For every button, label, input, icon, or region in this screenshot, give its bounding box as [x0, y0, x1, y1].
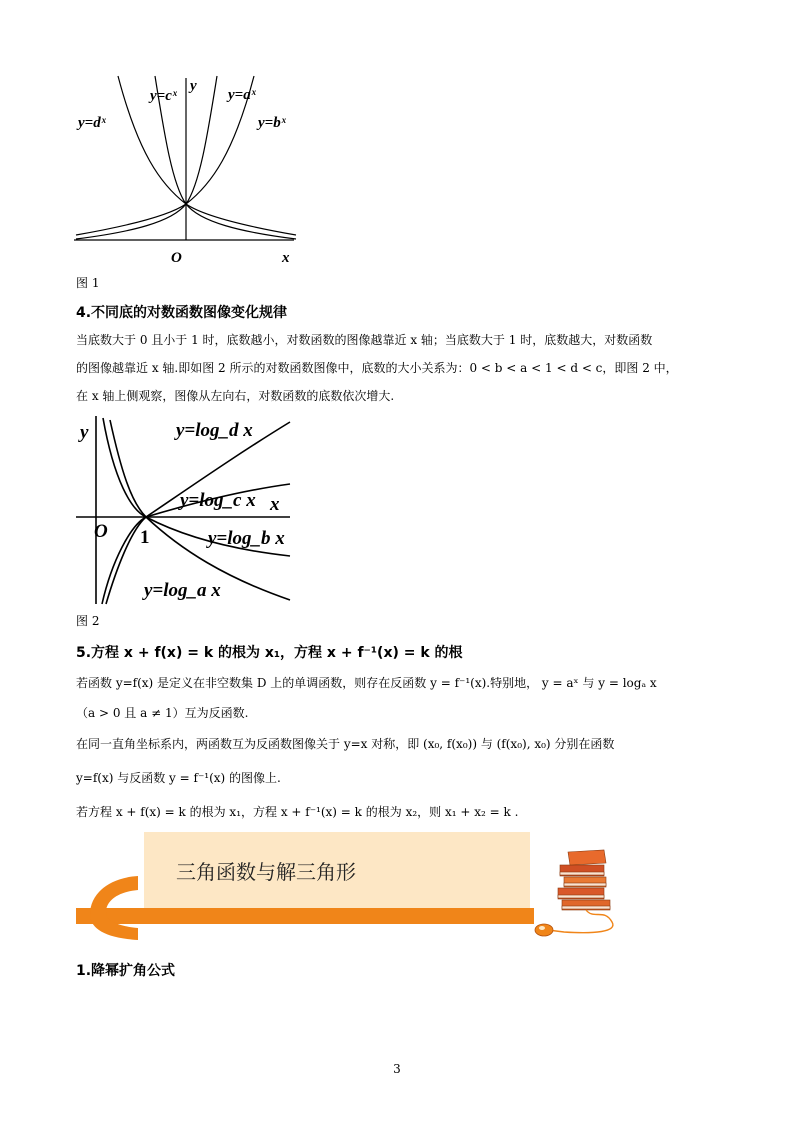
fig2-curve-log-d	[102, 422, 290, 604]
section-4-line-2: 的图像越靠近 x 轴.即如图 2 所示的对数函数图像中，底数的大小关系为：0 < b < a < 1 < d < c，即图 2 中，	[76, 361, 678, 375]
section-4-heading: 4.不同底的对数函数图像变化规律	[76, 305, 288, 321]
fig1-label-a: y=aˣ	[228, 87, 256, 103]
section-5-line-5: 若方程 x + f(x) = k 的根为 x₁，方程 x + f⁻¹(x) = k 的根为 x₂，则 x₁ + x₂ = k .	[76, 805, 519, 819]
fig1-label-d: y=dˣ	[78, 115, 106, 131]
fig1-curve-c	[76, 76, 217, 239]
fig2-label-log-c: y=log_c x	[180, 490, 256, 511]
fig1-label-y-axis: y	[190, 78, 197, 94]
banner-hook-icon	[76, 874, 156, 942]
figure-1-caption: 图 1	[76, 276, 100, 290]
section-5-heading: 5.方程 x + f(x) = k 的根为 x₁，方程 x + f⁻¹(x) = k 的根	[76, 645, 463, 661]
fig2-label-one: 1	[140, 527, 150, 548]
fig2-label-y-axis: y	[80, 422, 89, 443]
figure-1-exponential-graph	[72, 72, 298, 268]
section-4-line-1: 当底数大于 0 且小于 1 时，底数越小，对数函数的图像越靠近 x 轴；当底数大于 1 时，底数越大，对数函数	[76, 333, 653, 347]
fig1-label-origin: O	[171, 250, 182, 266]
fig1-label-x-axis: x	[282, 250, 290, 266]
figure-2-caption: 图 2	[76, 614, 100, 628]
section-5-line-2: （a > 0 且 a ≠ 1）互为反函数.	[76, 706, 249, 720]
fig1-label-c: y=cˣ	[150, 88, 177, 104]
fig1-label-b: y=bˣ	[258, 115, 286, 131]
fig2-label-log-b: y=log_b x	[208, 528, 285, 549]
section-4-line-3: 在 x 轴上侧观察，图像从左向右，对数函数的底数依次增大.	[76, 389, 395, 403]
section-5-line-4: y=f(x) 与反函数 y = f⁻¹(x) 的图像上.	[76, 771, 281, 785]
fig1-curve-d	[118, 76, 296, 235]
fig2-label-x-axis: x	[270, 494, 280, 515]
banner-title: 三角函数与解三角形	[176, 860, 356, 884]
fig2-label-origin: O	[94, 521, 108, 542]
page-number: 3	[393, 1062, 401, 1076]
section-5-line-3: 在同一直角坐标系内，两函数互为反函数图像关于 y=x 对称，即 (x₀, f(x₀)) 与 (f(x₀), x₀) 分别在函数	[76, 737, 615, 751]
trig-section-heading: 1.降幂扩角公式	[76, 963, 176, 979]
figure-2-logarithm-graph	[76, 410, 292, 606]
books-mouse-icon	[534, 848, 644, 940]
section-banner	[76, 830, 716, 942]
section-5-line-1: 若函数 y=f(x) 是定义在非空数集 D 上的单调函数，则存在反函数 y = f⁻¹(x).特别地， y = aˣ 与 y = logₐ x	[76, 676, 657, 690]
fig2-label-log-a: y=log_a x	[144, 580, 221, 601]
fig2-label-log-d: y=log_d x	[176, 420, 253, 441]
